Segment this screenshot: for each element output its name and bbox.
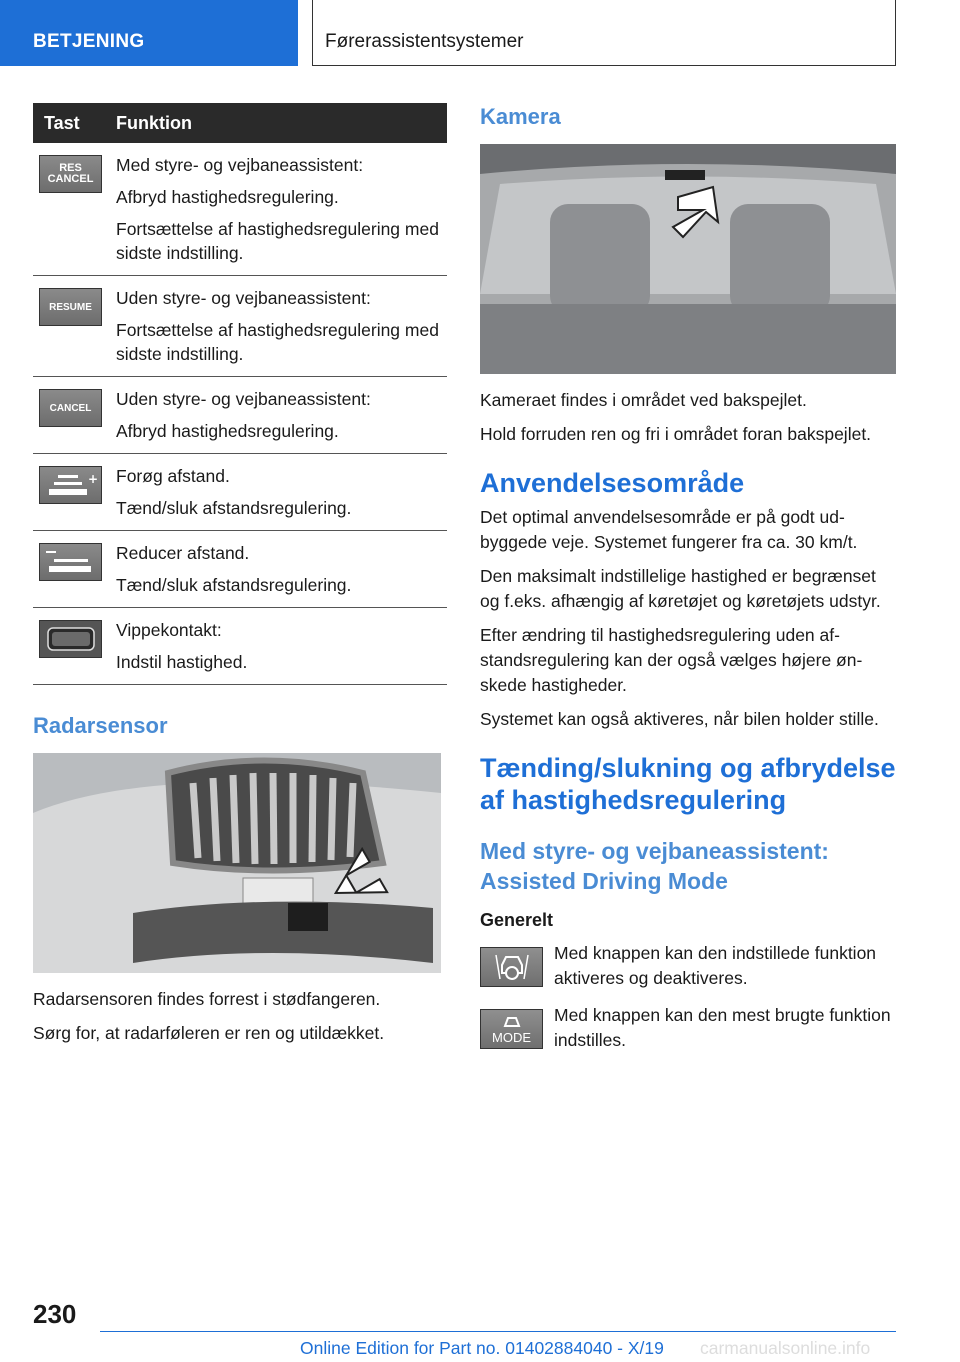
- mode-button-text: Med knappen kan den mest brugte funktion indstilles.: [554, 1005, 891, 1050]
- distance-decrease-icon: [39, 543, 102, 581]
- section-title: BETJENING: [33, 31, 145, 52]
- cancel-label: CANCEL: [49, 402, 92, 414]
- table-row: [33, 276, 447, 377]
- table-row: [33, 608, 447, 685]
- mode-button-row: [480, 1003, 898, 1053]
- footer-edition: Online Edition for Part no. 01402884040 - X/19: [300, 1338, 664, 1358]
- radar-text-1: Radarsensoren findes forrest i stødfangeren.: [33, 989, 381, 1009]
- distance-increase-icon: [39, 466, 102, 504]
- camera-text-1: Kameraet findes i området ved bakspejlet.: [480, 390, 807, 410]
- radar-sensor-photo: [33, 753, 441, 973]
- resume-label: RESUME: [49, 301, 92, 313]
- row-text: Med styre- og vejbaneassistent:: [116, 155, 364, 175]
- rocker-switch-icon: [39, 620, 102, 658]
- col-header-funktion: Funktion: [116, 112, 192, 133]
- table-row: [33, 143, 447, 276]
- res-cancel-button-icon: [39, 155, 102, 193]
- camera-text-2: Hold forruden ren og fri i området foran bakspejlet.: [480, 424, 872, 444]
- usage-heading: Anvendelsesområde: [480, 468, 745, 498]
- left-column: [33, 103, 447, 1055]
- radar-text-2: Sørg for, at radarføleren er ren og utildækket.: [33, 1023, 385, 1043]
- resume-button-icon: [39, 288, 102, 326]
- page-number: 230: [33, 1299, 77, 1329]
- col-header-tast: Tast: [44, 112, 80, 133]
- row-text: Indstil hastighed.: [116, 652, 248, 672]
- chapter-tab: [312, 0, 896, 66]
- camera-heading: Kamera: [480, 104, 561, 129]
- table-header: [33, 103, 447, 143]
- usage-text-2: Den maksimalt indstillelige hastighed er begrænset og f.eks. afhængig af køretøjet og køretøjets udstyr.: [480, 566, 881, 611]
- switching-subheading: Med styre- og vejbaneassistent: Assisted Driving Mode: [480, 838, 829, 894]
- usage-text-3: Efter ændring til hastighedsregulering uden afstandsregulering kan der også vælges højere ønskede hastigheder.: [480, 625, 863, 695]
- row-text: Afbryd hastighedsregulering.: [116, 421, 339, 441]
- row-text: Fortsættelse af hastighedsregulering med sidste indstilling.: [116, 320, 439, 364]
- row-text: Forøg afstand.: [116, 466, 230, 486]
- row-text: Uden styre- og vejbaneassistent:: [116, 288, 371, 308]
- camera-photo: [480, 144, 896, 374]
- row-text: Tænd/sluk afstandsregulering.: [116, 498, 352, 518]
- row-text: Reducer afstand.: [116, 543, 250, 563]
- row-text: Tænd/sluk afstandsregulering.: [116, 575, 352, 595]
- table-row: [33, 531, 447, 608]
- watermark: carmanualsonline.info: [700, 1338, 871, 1358]
- assist-button-text: Med knappen kan den indstillede funktion aktiveres og deaktiveres.: [554, 943, 877, 988]
- svg-text:+: +: [87, 472, 98, 486]
- section-tab: [0, 0, 298, 66]
- assist-button-row: [480, 941, 898, 991]
- chapter-title: Førerassistentsystemer: [325, 31, 524, 52]
- row-text: Vippekontakt:: [116, 620, 222, 640]
- general-heading: Generelt: [480, 910, 554, 930]
- row-text: Afbryd hastighedsregulering.: [116, 187, 339, 207]
- cancel-button-icon: [39, 389, 102, 427]
- table-row: [33, 454, 447, 531]
- row-text: Uden styre- og vejbaneassistent:: [116, 389, 371, 409]
- radar-heading: Radarsensor: [33, 713, 168, 738]
- mode-label: MODE: [492, 1029, 531, 1045]
- usage-text-1: Det optimal anvendelsesområde er på godt udbyggede veje. Systemet fungerer fra ca. 30 km/t.: [480, 507, 858, 552]
- switching-heading: Tænding/slukning og afbrydelse af hastighedsregulering: [480, 753, 896, 815]
- mode-button-icon: [480, 1009, 543, 1049]
- steering-assist-icon: [480, 947, 543, 987]
- row-text: Fortsættelse af hastighedsregulering med sidste indstilling.: [116, 219, 439, 263]
- table-row: [33, 377, 447, 454]
- right-column: [480, 100, 898, 1065]
- res-cancel-label: RES CANCEL: [47, 162, 94, 185]
- usage-text-4: Systemet kan også aktiveres, når bilen holder stille.: [480, 709, 879, 729]
- footer-divider: [100, 1331, 896, 1332]
